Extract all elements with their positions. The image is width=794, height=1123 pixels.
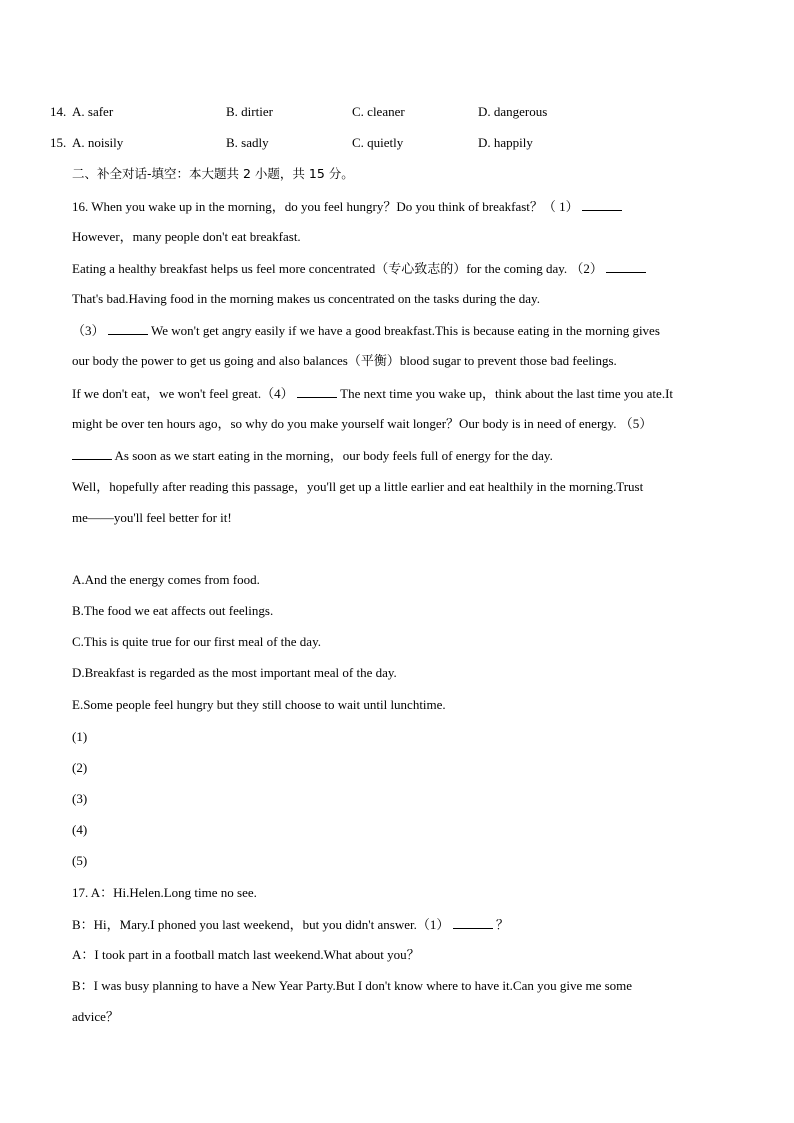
question-15-option-c: C. quietly: [352, 135, 404, 150]
question-15-number: 15.: [50, 135, 67, 150]
q16-text: We won't get angry easily if we have a good breakfast.This is because eating in the morning gives: [151, 323, 660, 338]
q16-line: [72, 260, 646, 277]
answer-slot-2[interactable]: (2): [72, 760, 88, 775]
q16-line: [72, 447, 553, 464]
q16-text: 16. When you wake up in the morning，do you feel hungry？Do you think of breakfast？（ 1）: [72, 199, 579, 214]
q16-line: [72, 322, 660, 339]
q17-line: A：I took part in a football match last weekend.What about you？: [72, 947, 420, 962]
answer-blank[interactable]: [453, 916, 493, 929]
question-14-option-d: D. dangerous: [478, 104, 548, 119]
answer-slot-1[interactable]: (1): [72, 729, 88, 744]
option-c: C.This is quite true for our first meal of the day.: [72, 634, 321, 649]
section-heading: 二、补全对话-填空：本大题共 2 小题，共 15 分。: [72, 166, 354, 181]
q17-line: 17. A：Hi.Helen.Long time no see.: [72, 885, 257, 900]
q16-line: However，many people don't eat breakfast.: [72, 229, 301, 244]
question-14-option-c: C. cleaner: [352, 104, 405, 119]
q16-text: As soon as we start eating in the morning，our body feels full of energy for the day.: [114, 448, 553, 463]
q17-line: B：I was busy planning to have a New Year Party.But I don't know where to have it.Can you give me some: [72, 978, 633, 993]
q17-text: ？: [495, 917, 509, 932]
option-b: B.The food we eat affects out feelings.: [72, 603, 274, 618]
q17-line: advice？: [72, 1009, 119, 1024]
q16-line: [72, 198, 622, 215]
q16-text: （3）: [72, 323, 105, 338]
answer-slot-5[interactable]: (5): [72, 853, 88, 868]
q16-line: That's bad.Having food in the morning makes us concentrated on the tasks during the day.: [72, 291, 540, 306]
q16-line: [72, 385, 673, 402]
q16-line: our body the power to get us going and also balances（平衡）blood sugar to prevent those bad feelings.: [72, 353, 617, 368]
answer-blank[interactable]: [297, 385, 337, 398]
answer-slot-4[interactable]: (4): [72, 822, 88, 837]
q16-line: me——you'll feel better for it!: [72, 510, 232, 525]
option-d: D.Breakfast is regarded as the most important meal of the day.: [72, 665, 397, 680]
question-14-number: 14.: [50, 104, 67, 119]
question-14-option-a: A. safer: [72, 104, 114, 119]
answer-blank[interactable]: [108, 322, 148, 335]
q16-line: might be over ten hours ago，so why do you make yourself wait longer？Our body is in need of energy. （5）: [72, 416, 653, 431]
question-15-option-d: D. happily: [478, 135, 533, 150]
q16-text: Eating a healthy breakfast helps us feel more concentrated（专心致志的）for the coming day. （2）: [72, 261, 603, 276]
answer-blank[interactable]: [582, 198, 622, 211]
option-a: A.And the energy comes from food.: [72, 572, 260, 587]
question-15-option-a: A. noisily: [72, 135, 124, 150]
answer-slot-3[interactable]: (3): [72, 791, 88, 806]
question-15-option-b: B. sadly: [226, 135, 269, 150]
option-e: E.Some people feel hungry but they still choose to wait until lunchtime.: [72, 697, 446, 712]
question-14-option-b: B. dirtier: [226, 104, 273, 119]
q16-text: The next time you wake up，think about the last time you ate.It: [340, 386, 674, 401]
q16-text: If we don't eat，we won't feel great.（4）: [72, 386, 294, 401]
answer-blank[interactable]: [606, 260, 646, 273]
q17-line: [72, 916, 509, 933]
answer-blank[interactable]: [72, 447, 112, 460]
q17-text: B：Hi，Mary.I phoned you last weekend，but you didn't answer.（1）: [72, 917, 450, 932]
q16-line: Well，hopefully after reading this passage，you'll get up a little earlier and eat healthily in the morning.Trust: [72, 479, 644, 494]
